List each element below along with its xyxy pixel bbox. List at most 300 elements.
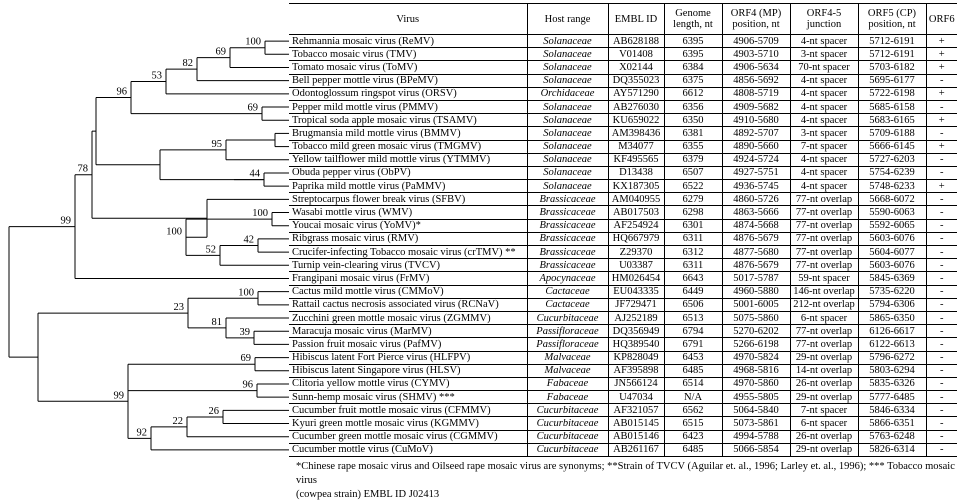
cell-genome: 6791: [664, 338, 722, 351]
cell-virus: Wasabi mottle virus (WMV): [289, 206, 527, 219]
cell-virus: Youcai mosaic virus (YoMV)*: [289, 219, 527, 232]
cell-embl: HQ389540: [608, 338, 664, 351]
bootstrap-label: 100: [238, 287, 254, 299]
cell-virus: Rehmannia mosaic virus (ReMV): [289, 35, 527, 48]
cell-orf6: -: [926, 166, 957, 179]
table-row: [289, 35, 957, 48]
cell-orf5: 5666-6145: [858, 140, 926, 153]
cell-genome: 6643: [664, 272, 722, 285]
cell-junction: 29-nt overlap: [790, 443, 858, 456]
footnote: [296, 460, 966, 502]
cell-orf5: 5735-6220: [858, 285, 926, 298]
cell-genome: 6384: [664, 61, 722, 74]
cell-orf4: 4936-5745: [722, 180, 790, 193]
cell-virus: Brugmansia mild mottle virus (BMMV): [289, 127, 527, 140]
cell-orf5: 5826-6314: [858, 443, 926, 456]
cell-orf6: -: [926, 351, 957, 364]
cell-embl: HQ667979: [608, 232, 664, 245]
cell-orf6: -: [926, 443, 957, 456]
cell-junction: 77-nt overlap: [790, 338, 858, 351]
bootstrap-label: 52: [205, 244, 216, 256]
table-row: [289, 219, 957, 232]
cell-host: Solanaceae: [527, 140, 608, 153]
cell-orf6: -: [926, 259, 957, 272]
cell-virus: Turnip vein-clearing virus (TVCV): [289, 259, 527, 272]
cell-embl: AB261167: [608, 443, 664, 456]
cell-junction: 7-nt spacer: [790, 140, 858, 153]
cell-orf6: -: [926, 232, 957, 245]
col-header-orf5: ORF5 (CP) position, nt: [858, 4, 926, 35]
cell-orf6: -: [926, 206, 957, 219]
cell-genome: 6485: [664, 443, 722, 456]
cell-orf4: 4994-5788: [722, 430, 790, 443]
cell-virus: Obuda pepper virus (ObPV): [289, 166, 527, 179]
cell-virus: Sunn-hemp mosaic virus (SHMV) ***: [289, 391, 527, 404]
cell-junction: 3-nt spacer: [790, 48, 858, 61]
cell-orf5: 5683-6165: [858, 114, 926, 127]
cell-orf5: 5695-6177: [858, 74, 926, 87]
cell-embl: DQ355023: [608, 74, 664, 87]
bootstrap-label: 99: [113, 390, 124, 402]
cell-orf5: 5603-6076: [858, 232, 926, 245]
cell-orf5: 5866-6351: [858, 417, 926, 430]
table-row: [289, 100, 957, 113]
bootstrap-label: 81: [211, 316, 222, 328]
cell-orf4: 4877-5680: [722, 246, 790, 259]
cell-embl: Z29370: [608, 246, 664, 259]
cell-genome: 6350: [664, 114, 722, 127]
footnote-line-1: *Chinese rape mosaic virus and Oilseed rape mosaic virus are synonyms; **Strain of TVCV (Aguilar et. al., 1996; Larley et. al., 1996); *** Tobacco mosaic virus: [296, 461, 955, 486]
cell-orf5: 5794-6306: [858, 298, 926, 311]
cell-orf6: -: [926, 391, 957, 404]
cell-orf6: -: [926, 417, 957, 430]
cell-embl: AF395898: [608, 364, 664, 377]
bootstrap-label: 100: [252, 208, 268, 220]
cell-host: Cucurbitaceae: [527, 443, 608, 456]
cell-host: Brassicaceae: [527, 206, 608, 219]
cell-orf4: 5064-5840: [722, 404, 790, 417]
cell-orf6: -: [926, 338, 957, 351]
col-header-junction: ORF4-5 junction: [790, 4, 858, 35]
cell-host: Solanaceae: [527, 74, 608, 87]
cell-virus: Streptocarpus flower break virus (SFBV): [289, 193, 527, 206]
table-row: [289, 417, 957, 430]
cell-orf5: 5865-6350: [858, 311, 926, 324]
cell-genome: 6515: [664, 417, 722, 430]
table-row: [289, 430, 957, 443]
cell-orf4: 4876-5679: [722, 259, 790, 272]
cell-genome: 6507: [664, 166, 722, 179]
cell-orf4: 4903-5710: [722, 48, 790, 61]
table-row: [289, 166, 957, 179]
cell-junction: 146-nt overlap: [790, 285, 858, 298]
cell-orf4: 4970-5860: [722, 377, 790, 390]
cell-embl: HM026454: [608, 272, 664, 285]
cell-orf6: -: [926, 404, 957, 417]
cell-orf5: 5748-6233: [858, 180, 926, 193]
bootstrap-label: 39: [239, 326, 250, 338]
cell-virus: Tomato mosaic virus (ToMV): [289, 61, 527, 74]
cell-junction: 77-nt overlap: [790, 232, 858, 245]
table-row: [289, 364, 957, 377]
table-row: [289, 325, 957, 338]
table-row: [289, 206, 957, 219]
cell-orf4: 4808-5719: [722, 87, 790, 100]
col-header-embl: EMBL ID: [608, 4, 664, 35]
cell-host: Cucurbitaceae: [527, 404, 608, 417]
cell-orf5: 5796-6272: [858, 351, 926, 364]
cell-orf4: 4955-5805: [722, 391, 790, 404]
cell-orf6: -: [926, 74, 957, 87]
cell-embl: AM398436: [608, 127, 664, 140]
cell-host: Cucurbitaceae: [527, 430, 608, 443]
table-row: [289, 338, 957, 351]
cell-orf4: 4892-5707: [722, 127, 790, 140]
cell-embl: JN566124: [608, 377, 664, 390]
cell-orf6: +: [926, 48, 957, 61]
cell-junction: 4-nt spacer: [790, 74, 858, 87]
cell-embl: AB628188: [608, 35, 664, 48]
cell-genome: 6301: [664, 219, 722, 232]
cell-virus: Rattail cactus necrosis associated virus (RCNaV): [289, 298, 527, 311]
cell-host: Solanaceae: [527, 127, 608, 140]
cell-orf4: 4927-5751: [722, 166, 790, 179]
cell-orf5: 5763-6248: [858, 430, 926, 443]
cell-orf4: 4860-5726: [722, 193, 790, 206]
bootstrap-label: 42: [243, 234, 254, 246]
cell-junction: 29-nt overlap: [790, 391, 858, 404]
table-row: [289, 311, 957, 324]
cell-genome: 6311: [664, 259, 722, 272]
cell-host: Malvaceae: [527, 351, 608, 364]
cell-orf5: 6126-6617: [858, 325, 926, 338]
cell-host: Brassicaceae: [527, 232, 608, 245]
cell-virus: Bell pepper mottle virus (BPeMV): [289, 74, 527, 87]
cell-genome: N/A: [664, 391, 722, 404]
cell-virus: Tropical soda apple mosaic virus (TSAMV): [289, 114, 527, 127]
cell-orf5: 6122-6613: [858, 338, 926, 351]
cell-host: Passifloraceae: [527, 325, 608, 338]
cell-embl: AB017503: [608, 206, 664, 219]
table-row: [289, 391, 957, 404]
cell-junction: 77-nt overlap: [790, 246, 858, 259]
cell-genome: 6298: [664, 206, 722, 219]
cell-orf4: 4909-5682: [722, 100, 790, 113]
cell-virus: Hibiscus latent Fort Pierce virus (HLFPV): [289, 351, 527, 364]
cell-orf6: +: [926, 87, 957, 100]
bootstrap-label: 92: [136, 427, 147, 439]
cell-embl: AY571290: [608, 87, 664, 100]
bootstrap-label: 53: [151, 70, 162, 82]
bootstrap-label: 69: [215, 46, 226, 58]
cell-genome: 6395: [664, 35, 722, 48]
cell-host: Brassicaceae: [527, 259, 608, 272]
cell-junction: 3-nt spacer: [790, 127, 858, 140]
cell-orf5: 5845-6369: [858, 272, 926, 285]
cell-host: Fabaceae: [527, 377, 608, 390]
cell-orf4: 5073-5861: [722, 417, 790, 430]
cell-orf4: 4863-5666: [722, 206, 790, 219]
cell-orf4: 4876-5679: [722, 232, 790, 245]
cell-host: Solanaceae: [527, 153, 608, 166]
cell-orf5: 5727-6203: [858, 153, 926, 166]
cell-orf6: -: [926, 100, 957, 113]
cell-genome: 6381: [664, 127, 722, 140]
cell-orf6: +: [926, 35, 957, 48]
cell-orf6: +: [926, 180, 957, 193]
cell-embl: AF254924: [608, 219, 664, 232]
cell-virus: Crucifer-infecting Tobacco mosaic virus (crTMV) **: [289, 246, 527, 259]
cell-genome: 6355: [664, 140, 722, 153]
table-row: [289, 180, 957, 193]
cell-orf5: 5709-6188: [858, 127, 926, 140]
cell-host: Solanaceae: [527, 48, 608, 61]
cell-junction: 212-nt overlap: [790, 298, 858, 311]
table-row: [289, 285, 957, 298]
cell-genome: 6514: [664, 377, 722, 390]
cell-orf4: 4874-5668: [722, 219, 790, 232]
virus-table: [289, 3, 957, 457]
cell-host: Cactaceae: [527, 298, 608, 311]
cell-host: Brassicaceae: [527, 246, 608, 259]
cell-virus: Tobacco mosaic virus (TMV): [289, 48, 527, 61]
cell-genome: 6506: [664, 298, 722, 311]
cell-genome: 6423: [664, 430, 722, 443]
table-row: [289, 404, 957, 417]
table-row: [289, 153, 957, 166]
cell-host: Cucurbitaceae: [527, 311, 608, 324]
cell-virus: Yellow tailflower mild mottle virus (YTMMV): [289, 153, 527, 166]
cell-genome: 6395: [664, 48, 722, 61]
bootstrap-label: 100: [245, 36, 261, 48]
cell-embl: KX187305: [608, 180, 664, 193]
footnote-line-2: (cowpea strain) EMBL ID J02413: [296, 489, 440, 500]
cell-genome: 6453: [664, 351, 722, 364]
table-header-row: [289, 4, 957, 35]
cell-orf6: -: [926, 325, 957, 338]
cell-virus: Clitoria yellow mottle virus (CYMV): [289, 377, 527, 390]
table-row: [289, 48, 957, 61]
cell-junction: 4-nt spacer: [790, 35, 858, 48]
cell-embl: X02144: [608, 61, 664, 74]
table-row: [289, 127, 957, 140]
bootstrap-label: 69: [240, 353, 251, 365]
cell-genome: 6311: [664, 232, 722, 245]
cell-orf4: 5017-5787: [722, 272, 790, 285]
cell-junction: 4-nt spacer: [790, 100, 858, 113]
cell-orf4: 5066-5854: [722, 443, 790, 456]
cell-orf4: 4970-5824: [722, 351, 790, 364]
cell-orf4: 4960-5880: [722, 285, 790, 298]
cell-junction: 77-nt overlap: [790, 259, 858, 272]
table-row: [289, 87, 957, 100]
table-row: [289, 246, 957, 259]
cell-orf5: 5722-6198: [858, 87, 926, 100]
cell-virus: Pepper mild mottle virus (PMMV): [289, 100, 527, 113]
cell-orf5: 5777-6485: [858, 391, 926, 404]
cell-host: Brassicaceae: [527, 193, 608, 206]
cell-orf6: -: [926, 193, 957, 206]
cell-embl: AM040955: [608, 193, 664, 206]
cell-orf6: -: [926, 298, 957, 311]
cell-orf6: -: [926, 272, 957, 285]
cell-orf6: -: [926, 377, 957, 390]
cell-junction: 77-nt overlap: [790, 206, 858, 219]
bootstrap-label: 26: [208, 405, 219, 417]
cell-orf5: 5835-6326: [858, 377, 926, 390]
table-row: [289, 377, 957, 390]
cell-host: Malvaceae: [527, 364, 608, 377]
cell-orf4: 5266-6198: [722, 338, 790, 351]
cell-orf5: 5604-6077: [858, 246, 926, 259]
cell-embl: U47034: [608, 391, 664, 404]
cell-genome: 6513: [664, 311, 722, 324]
cell-orf5: 5590-6063: [858, 206, 926, 219]
cell-host: Solanaceae: [527, 166, 608, 179]
cell-junction: 4-nt spacer: [790, 153, 858, 166]
table-body: [289, 35, 957, 457]
cell-orf4: 4856-5692: [722, 74, 790, 87]
cell-genome: 6379: [664, 153, 722, 166]
cell-virus: Cactus mild mottle virus (CMMoV): [289, 285, 527, 298]
bootstrap-label: 23: [173, 302, 184, 314]
cell-virus: Hibiscus latent Singapore virus (HLSV): [289, 364, 527, 377]
cell-orf6: -: [926, 219, 957, 232]
cell-genome: 6279: [664, 193, 722, 206]
cell-orf5: 5846-6334: [858, 404, 926, 417]
phylogenetic-tree: [0, 0, 290, 460]
cell-junction: 4-nt spacer: [790, 166, 858, 179]
cell-orf6: -: [926, 127, 957, 140]
cell-junction: 4-nt spacer: [790, 114, 858, 127]
cell-junction: 6-nt spacer: [790, 417, 858, 430]
cell-genome: 6312: [664, 246, 722, 259]
bootstrap-label: 100: [166, 226, 182, 238]
cell-genome: 6375: [664, 74, 722, 87]
cell-orf5: 5592-6065: [858, 219, 926, 232]
cell-orf5: 5712-6191: [858, 48, 926, 61]
cell-junction: 59-nt spacer: [790, 272, 858, 285]
cell-host: Solanaceae: [527, 100, 608, 113]
table-row: [289, 232, 957, 245]
cell-embl: D13438: [608, 166, 664, 179]
cell-orf4: 4906-5709: [722, 35, 790, 48]
cell-embl: KP828049: [608, 351, 664, 364]
cell-junction: 6-nt spacer: [790, 311, 858, 324]
cell-virus: Tobacco mild green mosaic virus (TMGMV): [289, 140, 527, 153]
cell-orf5: 5685-6158: [858, 100, 926, 113]
cell-embl: U03387: [608, 259, 664, 272]
cell-virus: Paprika mild mottle virus (PaMMV): [289, 180, 527, 193]
cell-junction: 4-nt spacer: [790, 87, 858, 100]
cell-embl: EU043335: [608, 285, 664, 298]
cell-junction: 70-nt spacer: [790, 61, 858, 74]
col-header-orf6: ORF6: [926, 4, 957, 35]
col-header-orf4: ORF4 (MP) position, nt: [722, 4, 790, 35]
cell-embl: KF495565: [608, 153, 664, 166]
cell-orf4: 4890-5660: [722, 140, 790, 153]
bootstrap-label: 22: [172, 415, 183, 427]
cell-orf4: 5075-5860: [722, 311, 790, 324]
cell-orf5: 5603-6076: [858, 259, 926, 272]
cell-virus: Kyuri green mottle mosaic virus (KGMMV): [289, 417, 527, 430]
cell-orf5: 5668-6072: [858, 193, 926, 206]
cell-embl: AB015145: [608, 417, 664, 430]
cell-genome: 6522: [664, 180, 722, 193]
cell-junction: 14-nt overlap: [790, 364, 858, 377]
cell-virus: Maracuja mosaic virus (MarMV): [289, 325, 527, 338]
cell-orf5: 5754-6239: [858, 166, 926, 179]
table-row: [289, 193, 957, 206]
cell-genome: 6562: [664, 404, 722, 417]
cell-virus: Frangipani mosaic virus (FrMV): [289, 272, 527, 285]
cell-orf6: -: [926, 153, 957, 166]
bootstrap-label: 96: [116, 86, 127, 98]
cell-orf4: 4924-5724: [722, 153, 790, 166]
cell-junction: 77-nt overlap: [790, 325, 858, 338]
cell-orf4: 4968-5816: [722, 364, 790, 377]
cell-junction: 7-nt spacer: [790, 404, 858, 417]
cell-virus: Passion fruit mosaic virus (PafMV): [289, 338, 527, 351]
cell-host: Apocynaceae: [527, 272, 608, 285]
cell-genome: 6356: [664, 100, 722, 113]
bootstrap-label: 99: [60, 215, 71, 227]
cell-orf4: 5001-6005: [722, 298, 790, 311]
col-header-host: Host range: [527, 4, 608, 35]
cell-orf6: -: [926, 311, 957, 324]
cell-junction: 4-nt spacer: [790, 180, 858, 193]
cell-embl: M34077: [608, 140, 664, 153]
cell-orf6: +: [926, 114, 957, 127]
cell-orf6: -: [926, 285, 957, 298]
cell-host: Orchidaceae: [527, 87, 608, 100]
cell-host: Brassicaceae: [527, 219, 608, 232]
cell-host: Solanaceae: [527, 35, 608, 48]
cell-junction: 26-nt overlap: [790, 430, 858, 443]
cell-virus: Odontoglossum ringspot virus (ORSV): [289, 87, 527, 100]
cell-host: Solanaceae: [527, 61, 608, 74]
cell-embl: AJ252189: [608, 311, 664, 324]
bootstrap-label: 44: [249, 168, 260, 180]
cell-host: Passifloraceae: [527, 338, 608, 351]
cell-junction: 26-nt overlap: [790, 377, 858, 390]
cell-junction: 77-nt overlap: [790, 193, 858, 206]
table-row: [289, 351, 957, 364]
cell-embl: JF729471: [608, 298, 664, 311]
table-row: [289, 272, 957, 285]
cell-host: Solanaceae: [527, 180, 608, 193]
cell-orf5: 5703-6182: [858, 61, 926, 74]
table-row: [289, 140, 957, 153]
cell-virus: Cucumber mottle virus (CuMoV): [289, 443, 527, 456]
table-row: [289, 61, 957, 74]
cell-host: Cucurbitaceae: [527, 417, 608, 430]
cell-orf5: 5803-6294: [858, 364, 926, 377]
table-row: [289, 298, 957, 311]
cell-host: Fabaceae: [527, 391, 608, 404]
cell-orf6: -: [926, 246, 957, 259]
cell-junction: 77-nt overlap: [790, 219, 858, 232]
cell-junction: 29-nt overlap: [790, 351, 858, 364]
table-row: [289, 114, 957, 127]
bootstrap-label: 69: [247, 102, 258, 114]
cell-virus: Ribgrass mosaic virus (RMV): [289, 232, 527, 245]
cell-virus: Zucchini green mottle mosaic virus (ZGMMV): [289, 311, 527, 324]
cell-virus: Cucumber green mottle mosaic virus (CGMMV): [289, 430, 527, 443]
table-row: [289, 443, 957, 456]
cell-orf6: +: [926, 140, 957, 153]
cell-genome: 6794: [664, 325, 722, 338]
